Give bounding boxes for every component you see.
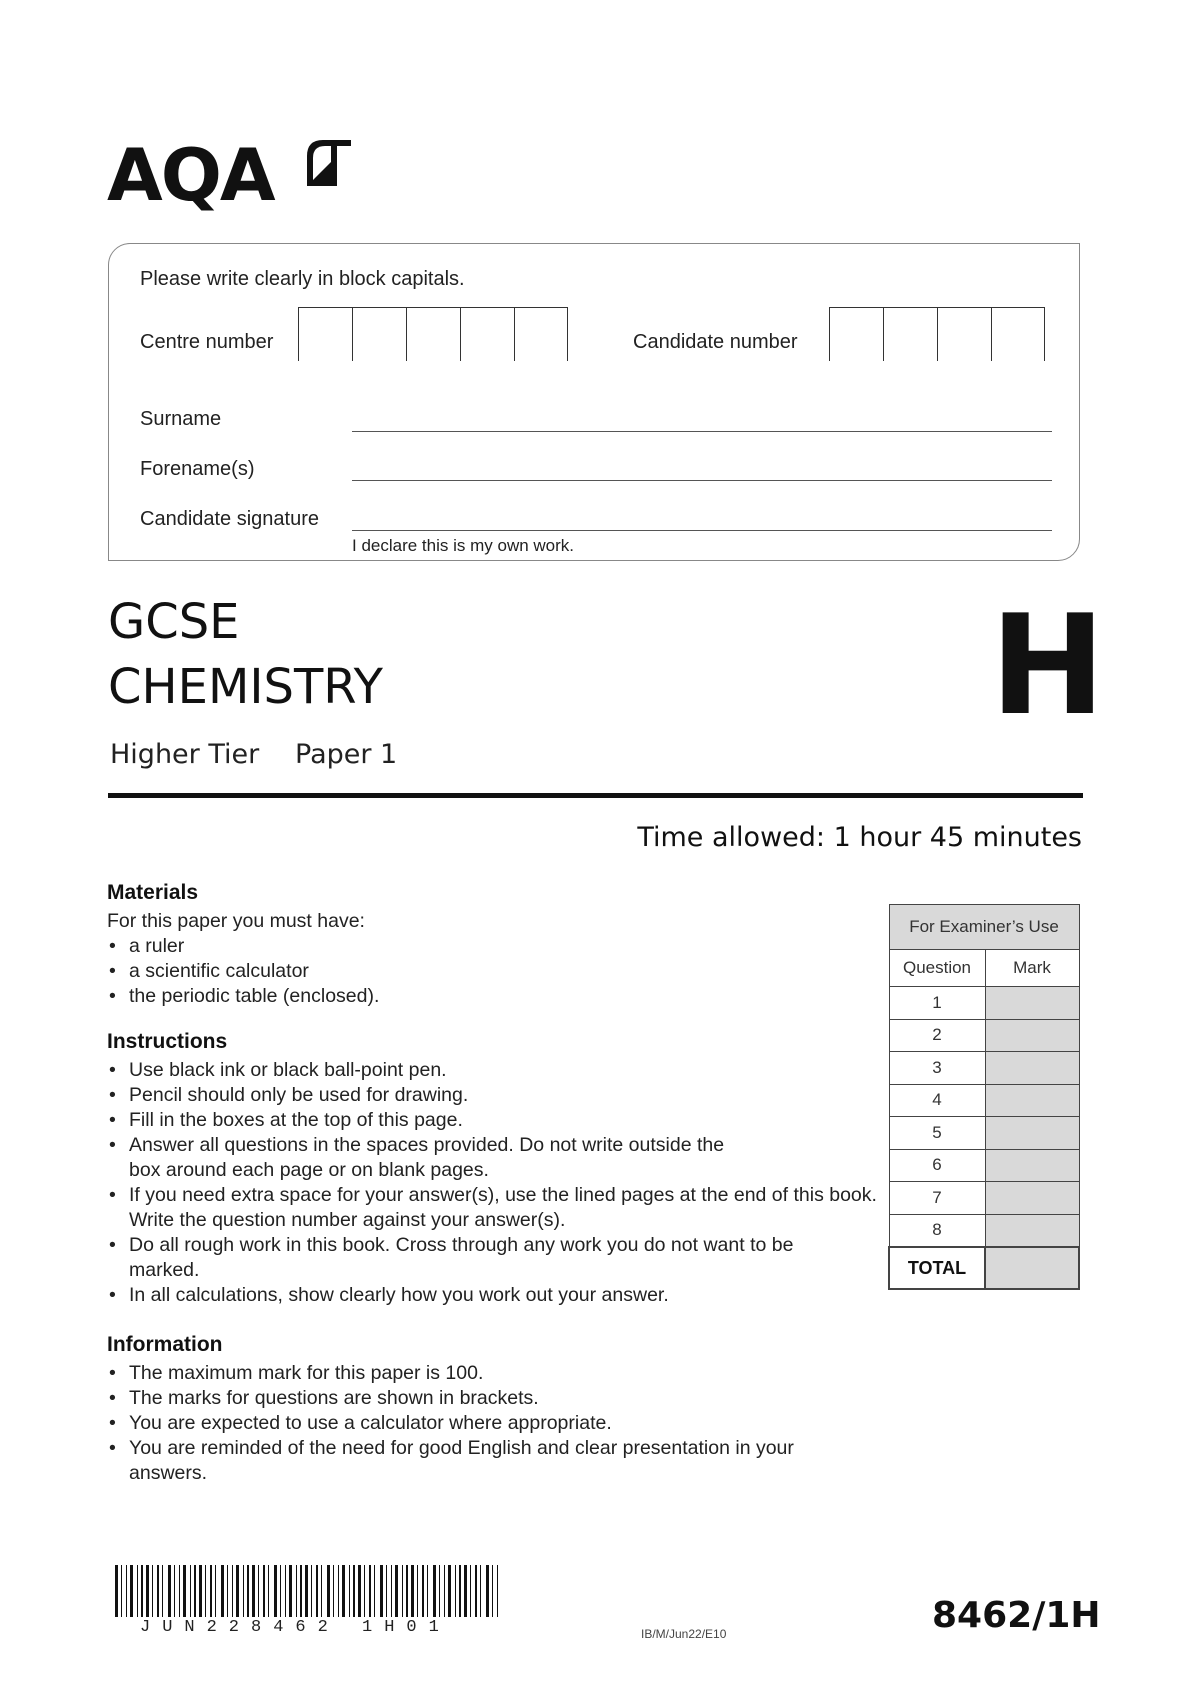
barcode-bar [374, 1565, 375, 1617]
centre-digit-box[interactable] [298, 307, 352, 361]
total-label: TOTAL [889, 1247, 985, 1289]
barcode-bar [342, 1565, 345, 1617]
materials-item: • the periodic table (enclosed). [107, 984, 867, 1009]
barcode-bar [364, 1565, 365, 1617]
barcode-bar [199, 1565, 202, 1617]
mark-column-header: Mark [985, 950, 1079, 987]
qualification-title: GCSE [108, 594, 240, 650]
barcode-bar [395, 1565, 398, 1617]
barcode-bar [258, 1565, 259, 1617]
centre-number-label: Centre number [140, 331, 274, 353]
barcode-bar [464, 1565, 467, 1617]
instructions-heading: Instructions [107, 1030, 228, 1053]
barcode-bar [268, 1565, 269, 1617]
barcode-bar [391, 1565, 392, 1617]
barcode-bar [152, 1565, 153, 1617]
centre-digit-box[interactable] [460, 307, 514, 361]
question-column-header: Question [889, 950, 985, 987]
barcode-bar [427, 1565, 428, 1617]
mark-cell [985, 1052, 1079, 1085]
question-number: 4 [889, 1084, 985, 1117]
paper-code: 8462/1H [932, 1595, 1101, 1636]
barcode-bar [168, 1565, 171, 1617]
table-row [889, 1149, 1079, 1182]
barcode-bar [174, 1565, 175, 1617]
barcode-bar [141, 1565, 143, 1617]
barcode-bar [280, 1565, 281, 1617]
question-number: 7 [889, 1182, 985, 1215]
table-row [889, 1019, 1079, 1052]
barcode-bar [411, 1565, 414, 1617]
materials-intro: For this paper you must have: [107, 910, 365, 932]
barcode-bar [433, 1565, 436, 1617]
examiner-table-heading: For Examiner’s Use [889, 905, 1079, 950]
forenames-label: Forename(s) [140, 458, 255, 480]
barcode-bar [205, 1565, 206, 1617]
candidate-digit-box[interactable] [829, 307, 883, 361]
barcode-bar [274, 1565, 277, 1617]
barcode-bar [243, 1565, 244, 1617]
table-row [889, 1214, 1079, 1247]
paper-reference: IB/M/Jun22/E10 [641, 1627, 727, 1641]
instruction-item: • If you need extra space for your answer(s), use the lined pages at the end of this book. Write the question number against your answer(s). [107, 1183, 889, 1233]
instruction-item: • Fill in the boxes at the top of this page. [107, 1108, 867, 1133]
candidate-number-input[interactable] [829, 307, 1045, 361]
centre-digit-box[interactable] [352, 307, 406, 361]
barcode-bar [327, 1565, 330, 1617]
barcode-text: JUN228462 1H01 [140, 1618, 451, 1637]
logo-text: AQA [107, 133, 274, 217]
table-row [889, 1117, 1079, 1150]
barcode-bar [126, 1565, 127, 1617]
declaration-text: I declare this is my own work. [352, 536, 575, 555]
title-divider [108, 793, 1083, 798]
barcode-bar [321, 1565, 322, 1617]
information-heading: Information [107, 1333, 223, 1356]
mark-cell [985, 1214, 1079, 1247]
question-number: 3 [889, 1052, 985, 1085]
barcode-bar [353, 1565, 355, 1617]
barcode-bar [492, 1565, 493, 1617]
barcode-bar [305, 1565, 308, 1617]
barcode-bar [215, 1565, 216, 1617]
barcode-bar [402, 1565, 403, 1617]
surname-label: Surname [140, 408, 222, 430]
barcode-bar [475, 1565, 477, 1617]
subject-title: CHEMISTRY [108, 659, 383, 715]
mark-cell [985, 987, 1079, 1020]
information-item: • The maximum mark for this paper is 100. [107, 1361, 867, 1386]
surname-field[interactable] [352, 431, 1052, 432]
barcode-bar [137, 1565, 138, 1617]
question-number: 8 [889, 1214, 985, 1247]
barcode-bar [285, 1565, 286, 1617]
barcode-bar [263, 1565, 265, 1617]
table-row [889, 987, 1079, 1020]
barcode-bar [236, 1565, 239, 1617]
mark-cell [985, 1149, 1079, 1182]
barcode-bar [296, 1565, 297, 1617]
time-allowed: Time allowed: 1 hour 45 minutes [637, 822, 1082, 853]
materials-heading: Materials [107, 881, 199, 904]
mark-cell [985, 1117, 1079, 1150]
barcode-bar [338, 1565, 339, 1617]
candidate-digit-box[interactable] [937, 307, 991, 361]
tier-label: Higher Tier [110, 739, 260, 770]
barcode-bar [183, 1565, 186, 1617]
barcode-bar [444, 1565, 445, 1617]
table-row [889, 1182, 1079, 1215]
question-number: 2 [889, 1019, 985, 1052]
centre-digit-box[interactable] [514, 307, 568, 361]
barcode-bar [289, 1565, 292, 1617]
paper-label: Paper 1 [295, 739, 398, 770]
examiner-use-table [888, 904, 1080, 1290]
information-item: • You are expected to use a calculator where appropriate. [107, 1411, 867, 1436]
form-instruction: Please write clearly in block capitals. [140, 268, 465, 290]
barcode-bar [480, 1565, 481, 1617]
materials-section [107, 881, 867, 1009]
barcode-bar [448, 1565, 451, 1617]
barcode-bar [459, 1565, 461, 1617]
barcode-bar [486, 1565, 489, 1617]
forenames-field[interactable] [352, 480, 1052, 481]
materials-item: • a scientific calculator [107, 959, 867, 984]
barcode-bar [386, 1565, 387, 1617]
candidate-digit-box[interactable] [883, 307, 937, 361]
candidate-digit-box[interactable] [991, 307, 1045, 361]
barcode-bar [439, 1565, 440, 1617]
centre-digit-box[interactable] [406, 307, 460, 361]
instructions-section [107, 1030, 877, 1308]
mark-cell [985, 1084, 1079, 1117]
information-item: • The marks for questions are shown in brackets. [107, 1386, 867, 1411]
tier-letter: H [990, 585, 1106, 746]
instruction-item: • Do all rough work in this book. Cross through any work you do not want to be marked. [107, 1233, 829, 1283]
mark-cell [985, 1019, 1079, 1052]
barcode-bar [316, 1565, 318, 1617]
total-row [889, 1247, 1079, 1289]
barcode-bar [311, 1565, 312, 1617]
question-number: 1 [889, 987, 985, 1020]
instruction-item: • In all calculations, show clearly how you work out your answer. [107, 1283, 867, 1308]
barcode-bar [221, 1565, 224, 1617]
barcode-bar [190, 1565, 191, 1617]
total-mark-cell [985, 1247, 1079, 1289]
barcode-bar [470, 1565, 471, 1617]
barcode-bar [358, 1565, 361, 1617]
barcode-bar [210, 1565, 212, 1617]
table-row [889, 1084, 1079, 1117]
signature-field[interactable] [352, 530, 1052, 531]
barcode [115, 1565, 503, 1617]
table-row [889, 1052, 1079, 1085]
barcode-bar [455, 1565, 456, 1617]
barcode-bar [252, 1565, 255, 1617]
candidate-number-label: Candidate number [633, 331, 798, 353]
barcode-bar [179, 1565, 180, 1617]
barcode-bar [497, 1565, 498, 1617]
barcode-bar [349, 1565, 350, 1617]
centre-number-input[interactable] [298, 307, 568, 361]
barcode-bar [247, 1565, 249, 1617]
barcode-bar [369, 1565, 371, 1617]
instruction-item: • Pencil should only be used for drawing. [107, 1083, 867, 1108]
barcode-bar [115, 1565, 118, 1617]
barcode-bar [406, 1565, 408, 1617]
logo-mark-icon [297, 132, 359, 194]
barcode-bar [194, 1565, 196, 1617]
signature-label: Candidate signature [140, 508, 320, 530]
instruction-item: • Answer all questions in the spaces provided. Do not write outside the box around each page or on blank pages. [107, 1133, 749, 1183]
information-section [107, 1333, 867, 1486]
barcode-bar [121, 1565, 122, 1617]
barcode-bar [227, 1565, 228, 1617]
mark-cell [985, 1182, 1079, 1215]
barcode-bar [422, 1565, 424, 1617]
barcode-bar [162, 1565, 163, 1617]
materials-item: • a ruler [107, 934, 867, 959]
barcode-bar [380, 1565, 383, 1617]
question-number: 5 [889, 1117, 985, 1150]
question-number: 6 [889, 1149, 985, 1182]
barcode-bar [157, 1565, 159, 1617]
barcode-bar [232, 1565, 233, 1617]
barcode-bar [146, 1565, 149, 1617]
instruction-item: • Use black ink or black ball-point pen. [107, 1058, 867, 1083]
barcode-bar [417, 1565, 418, 1617]
barcode-bar [130, 1565, 133, 1617]
aqa-logo [107, 128, 367, 223]
information-item: • You are reminded of the need for good English and clear presentation in your answers. [107, 1436, 809, 1486]
barcode-bar [300, 1565, 302, 1617]
barcode-bar [333, 1565, 334, 1617]
